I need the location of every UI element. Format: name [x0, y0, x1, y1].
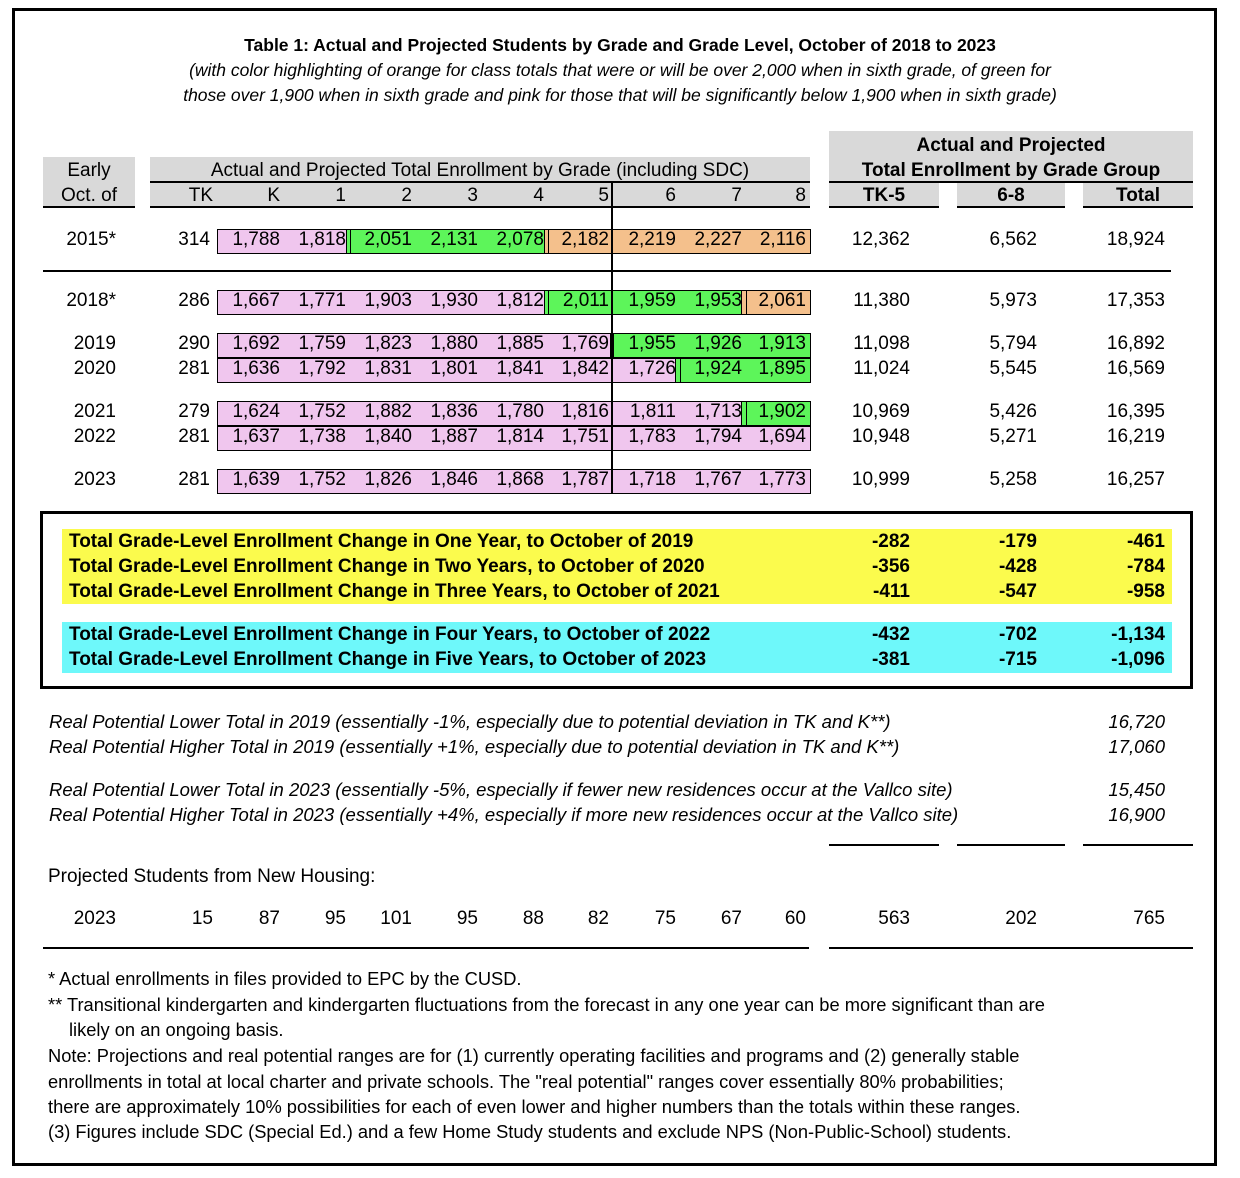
potential-label: Real Potential Higher Total in 2023 (essentially +4%, especially if more new residences occur at the Vallco site)	[49, 804, 959, 825]
g68-header: 6-8	[997, 185, 1025, 206]
g68-rule	[957, 844, 1065, 846]
group-header-title-1: Actual and Projected	[916, 135, 1106, 156]
change-label: Total Grade-Level Enrollment Change in One Year, to October of 2019	[69, 531, 694, 552]
new-housing-label: Projected Students from New Housing:	[48, 866, 376, 887]
row-year: 2018*	[66, 290, 116, 311]
grade-cell: 2,227	[676, 229, 746, 253]
grade-cell: 1,713	[676, 401, 746, 425]
group-value: 11,024	[853, 358, 910, 379]
early-label: Early	[67, 160, 111, 181]
housing-grade-value: 95	[324, 908, 346, 929]
row-year: 2019	[73, 333, 116, 354]
grade-cell: 1,868	[479, 469, 548, 493]
grade-cell: 1,767	[676, 469, 746, 493]
group-value: 16,395	[1106, 401, 1165, 422]
grade-cell: 1,726	[611, 358, 680, 382]
grade-cell: 1,639	[218, 469, 284, 493]
grade-header-1: K	[267, 185, 280, 206]
housing-group-value: 563	[878, 908, 910, 929]
color-group-outline	[217, 333, 614, 358]
grade-header-3: 2	[401, 185, 412, 206]
group-value: 5,258	[989, 469, 1037, 490]
grade-cell: 1,794	[676, 426, 746, 450]
subtitle-line-1: (with color highlighting of orange for class totals that were or will be over 2,000 when in sixth grade, of green for	[189, 60, 1051, 80]
row-year: 2015*	[66, 229, 116, 250]
grade-cell: 1,759	[281, 333, 350, 357]
grade-cell: 1,818	[281, 229, 350, 253]
change-tk5: -356	[871, 556, 910, 577]
grade-cell: 1,751	[545, 426, 613, 450]
grade-cell: 1,840	[347, 426, 416, 450]
group-value: 5,545	[989, 358, 1037, 379]
grade-cell: 1,842	[545, 358, 613, 382]
color-group-outline	[217, 290, 549, 315]
grade-cell: 1,667	[218, 290, 284, 314]
grade-cell: 1,738	[281, 426, 350, 450]
housing-rule-groups	[829, 947, 1193, 949]
grade-cell: 1,769	[545, 333, 613, 357]
grade-cell: 1,801	[413, 358, 482, 382]
potential-label: Real Potential Lower Total in 2023 (essentially -5%, especially if fewer new residences occur at the Vallco site)	[49, 779, 953, 800]
change-g68: -702	[998, 624, 1037, 645]
grade-cell: 2,116	[742, 229, 810, 253]
group-value: 10,969	[851, 401, 910, 422]
change-total: -461	[1126, 531, 1165, 552]
group-header-title-2: Total Enrollment by Grade Group	[861, 160, 1161, 181]
grade-cell: 1,816	[545, 401, 613, 425]
footnote-2b: likely on an ongoing basis.	[69, 1019, 284, 1040]
grade-5-6-divider	[611, 183, 613, 493]
cell-tk: 286	[178, 290, 210, 311]
grade-cell: 1,882	[347, 401, 416, 425]
grade-cell: 1,895	[742, 358, 810, 382]
color-group-outline	[217, 469, 811, 494]
grade-header-7: 6	[665, 185, 676, 206]
group-value: 10,999	[851, 469, 910, 490]
change-g68: -179	[998, 531, 1037, 552]
group-value: 17,353	[1106, 290, 1165, 311]
grade-cell: 1,811	[611, 401, 680, 425]
grade-header-9: 8	[795, 185, 806, 206]
housing-grade-value: 82	[587, 908, 609, 929]
group-value: 16,892	[1106, 333, 1165, 354]
change-tk5: -432	[871, 624, 910, 645]
color-group-outline	[741, 290, 811, 315]
color-group-outline	[544, 290, 747, 315]
note-line-3: there are approximately 10% possibilities for each of even lower and higher numbers than the totals within these ranges.	[48, 1096, 1021, 1117]
grade-header-0: TK	[188, 185, 213, 206]
change-total: -958	[1126, 581, 1165, 602]
grade-header-6: 5	[598, 185, 609, 206]
housing-grade-value: 88	[522, 908, 544, 929]
change-total: -784	[1126, 556, 1165, 577]
subtitle-line-2: those over 1,900 when in sixth grade and pink for those that will be significantly below 1,900 when in sixth grade)	[183, 85, 1057, 105]
cell-tk: 314	[178, 229, 210, 250]
change-total: -1,134	[1111, 624, 1165, 645]
grade-cell: 1,823	[347, 333, 416, 357]
row-year: 2021	[73, 401, 116, 422]
grade-cell: 1,773	[742, 469, 810, 493]
grade-cell: 1,880	[413, 333, 482, 357]
grade-cell: 1,902	[742, 401, 810, 425]
housing-rule-grades	[43, 947, 809, 949]
grade-cell: 2,219	[611, 229, 680, 253]
row-separator	[43, 270, 1171, 272]
potential-value: 16,900	[1108, 804, 1165, 825]
grade-cell: 1,953	[676, 290, 746, 314]
grade-cell: 2,051	[347, 229, 416, 253]
housing-grade-value: 75	[654, 908, 676, 929]
cell-tk: 279	[178, 401, 210, 422]
cell-tk: 290	[178, 333, 210, 354]
grade-cell: 2,011	[545, 290, 613, 314]
row-year: 2023	[73, 469, 116, 490]
total-header: Total	[1116, 185, 1160, 206]
grade-cell: 1,831	[347, 358, 416, 382]
new-housing-year: 2023	[73, 908, 116, 929]
grade-cell: 1,624	[218, 401, 284, 425]
grade-cell: 1,771	[281, 290, 350, 314]
cell-tk: 281	[178, 469, 210, 490]
grade-cell: 1,913	[742, 333, 810, 357]
housing-grade-value: 15	[191, 908, 213, 929]
housing-grade-value: 87	[258, 908, 280, 929]
grade-header-2: 1	[335, 185, 346, 206]
change-g68: -715	[998, 649, 1037, 670]
row-year: 2022	[73, 426, 116, 447]
color-group-outline	[217, 426, 811, 451]
change-g68: -547	[998, 581, 1037, 602]
page-title: Table 1: Actual and Projected Students by Grade and Grade Level, October of 2018 to 2023	[244, 35, 996, 55]
potential-label: Real Potential Higher Total in 2019 (essentially +1%, especially due to potential deviation in TK and K**)	[49, 736, 900, 757]
footnote-2a: ** Transitional kindergarten and kindergarten fluctuations from the forecast in any one year can be more significant than are	[48, 994, 1045, 1015]
housing-grade-value: 67	[720, 908, 742, 929]
housing-group-value: 202	[1005, 908, 1037, 929]
group-value: 6,562	[989, 229, 1037, 250]
group-value: 5,426	[989, 401, 1037, 422]
footnote-1: * Actual enrollments in files provided to EPC by the CUSD.	[48, 968, 522, 989]
grade-cell: 1,955	[611, 333, 680, 357]
grade-cell: 2,078	[479, 229, 548, 253]
grade-cell: 1,636	[218, 358, 284, 382]
housing-group-value: 765	[1133, 908, 1165, 929]
note-line-4: (3) Figures include SDC (Special Ed.) and a few Home Study students and exclude NPS (Non-Public-School) students.	[48, 1121, 1012, 1142]
grade-cell: 1,814	[479, 426, 548, 450]
color-group-outline	[544, 229, 811, 254]
grade-cell: 1,752	[281, 469, 350, 493]
group-value: 18,924	[1106, 229, 1165, 250]
grade-header-title: Actual and Projected Total Enrollment by Grade (including SDC)	[210, 160, 750, 181]
housing-grade-value: 60	[784, 908, 806, 929]
grade-header-8: 7	[731, 185, 742, 206]
grade-cell: 1,903	[347, 290, 416, 314]
tk5-header: TK-5	[862, 185, 906, 206]
grade-cell: 1,885	[479, 333, 548, 357]
change-label: Total Grade-Level Enrollment Change in Five Years, to October of 2023	[69, 649, 707, 670]
total-rule	[1083, 844, 1193, 846]
color-group-outline	[217, 229, 351, 254]
group-value: 11,380	[853, 290, 910, 311]
group-value: 11,098	[853, 333, 910, 354]
change-label: Total Grade-Level Enrollment Change in Three Years, to October of 2021	[69, 581, 720, 602]
grade-cell: 1,787	[545, 469, 613, 493]
group-value: 16,257	[1106, 469, 1165, 490]
row-year: 2020	[73, 358, 116, 379]
change-tk5: -411	[873, 581, 910, 602]
group-value: 5,973	[989, 290, 1037, 311]
change-g68: -428	[998, 556, 1037, 577]
note-line-2: enrollments in total at local charter and private schools. The "real potential" ranges cover essentially 80% probabilities;	[48, 1071, 1004, 1092]
grade-cell: 1,788	[218, 229, 284, 253]
housing-grade-value: 101	[380, 908, 412, 929]
tk5-rule	[829, 844, 939, 846]
change-label: Total Grade-Level Enrollment Change in Two Years, to October of 2020	[69, 556, 705, 577]
housing-grade-value: 95	[456, 908, 478, 929]
change-total: -1,096	[1111, 649, 1165, 670]
grade-cell: 1,694	[742, 426, 810, 450]
color-group-outline	[741, 401, 811, 426]
grade-cell: 1,841	[479, 358, 548, 382]
color-group-outline	[346, 229, 549, 254]
grade-cell: 1,926	[676, 333, 746, 357]
grade-cell: 2,061	[742, 290, 810, 314]
grade-cell: 1,930	[413, 290, 482, 314]
change-tk5: -381	[871, 649, 910, 670]
group-value: 16,219	[1106, 426, 1165, 447]
grade-header-4: 3	[467, 185, 478, 206]
change-tk5: -282	[871, 531, 910, 552]
group-value: 5,794	[989, 333, 1037, 354]
group-value: 10,948	[851, 426, 910, 447]
potential-value: 16,720	[1108, 711, 1165, 732]
grade-cell: 1,812	[479, 290, 548, 314]
note-line-1: Note: Projections and real potential ranges are for (1) currently operating facilities and programs and (2) generally stable	[48, 1045, 1020, 1066]
color-group-outline	[610, 333, 811, 358]
potential-label: Real Potential Lower Total in 2019 (essentially -1%, especially due to potential deviation in TK and K**)	[49, 711, 891, 732]
grade-cell: 1,637	[218, 426, 284, 450]
potential-value: 15,450	[1108, 779, 1165, 800]
group-value: 5,271	[989, 426, 1037, 447]
grade-cell: 1,692	[218, 333, 284, 357]
grade-cell: 1,792	[281, 358, 350, 382]
grade-cell: 1,718	[611, 469, 680, 493]
color-group-outline	[675, 358, 811, 383]
grade-header-5: 4	[533, 185, 544, 206]
potential-value: 17,060	[1108, 736, 1165, 757]
grade-cell: 1,752	[281, 401, 350, 425]
oct-of-label: Oct. of	[61, 185, 117, 206]
color-group-outline	[217, 401, 747, 426]
grade-cell: 1,826	[347, 469, 416, 493]
group-value: 16,569	[1106, 358, 1165, 379]
change-label: Total Grade-Level Enrollment Change in Four Years, to October of 2022	[69, 624, 711, 645]
grade-cell: 1,887	[413, 426, 482, 450]
grade-cell: 2,182	[545, 229, 613, 253]
grade-cell: 1,924	[676, 358, 746, 382]
cell-tk: 281	[178, 358, 210, 379]
grade-cell: 1,836	[413, 401, 482, 425]
grade-cell: 1,780	[479, 401, 548, 425]
cell-tk: 281	[178, 426, 210, 447]
grade-cell: 1,846	[413, 469, 482, 493]
group-value: 12,362	[851, 229, 910, 250]
grade-cell: 1,959	[611, 290, 680, 314]
grade-cell: 1,783	[611, 426, 680, 450]
grade-cell: 2,131	[413, 229, 482, 253]
